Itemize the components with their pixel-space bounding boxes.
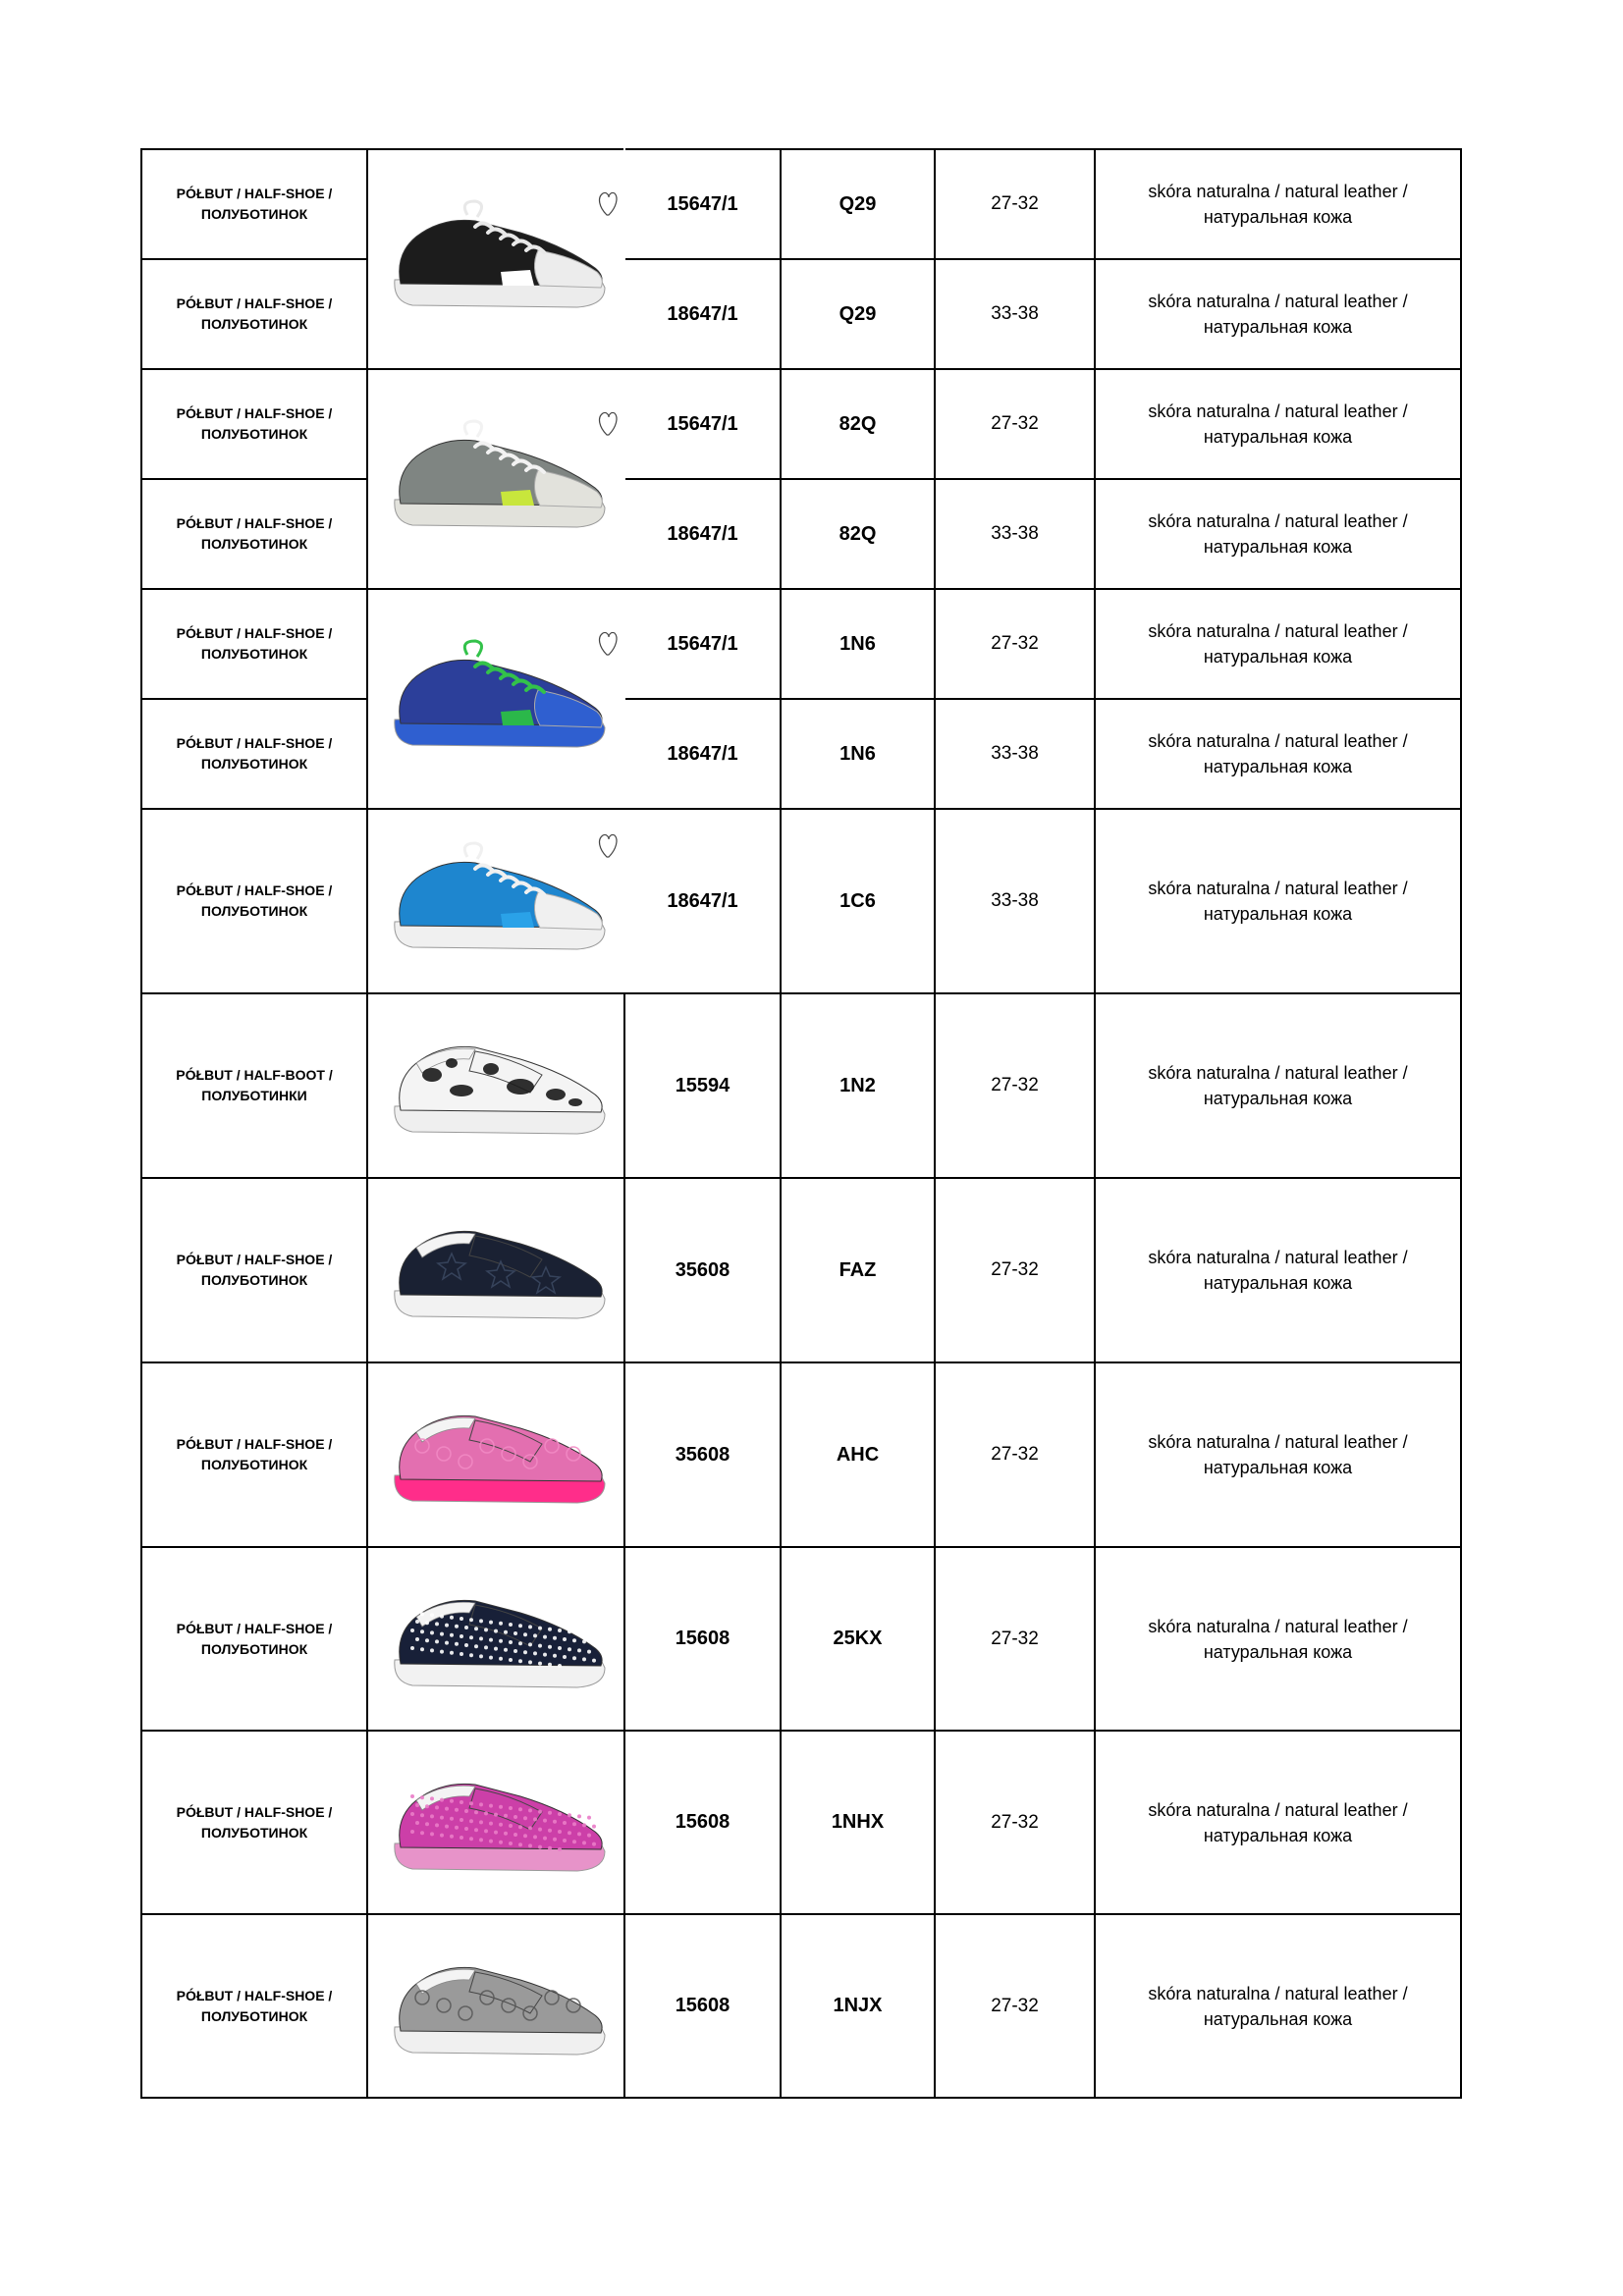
material-cell: skóra naturalna / natural leather / натуральная кожа <box>1095 809 1461 993</box>
color-code: AHC <box>781 1362 935 1547</box>
size-range: 27-32 <box>935 369 1095 479</box>
material-cell: skóra naturalna / natural leather / натуральная кожа <box>1095 259 1461 369</box>
black-lace-sneaker-icon <box>373 186 619 333</box>
model-number: 15647/1 <box>624 369 781 479</box>
table-row <box>141 259 1461 369</box>
product-type-cell: PÓŁBUT / HALF-SHOE / ПОЛУБОТИНОК <box>141 259 367 369</box>
product-type-cell: PÓŁBUT / HALF-SHOE / ПОЛУБОТИНОК <box>141 369 367 479</box>
product-table <box>140 148 1462 2099</box>
table-row <box>141 369 1461 479</box>
size-range: 27-32 <box>935 589 1095 699</box>
table-row <box>141 1731 1461 1914</box>
material-cell: skóra naturalna / natural leather / натуральная кожа <box>1095 1362 1461 1547</box>
product-photo <box>367 809 624 993</box>
product-type-cell: PÓŁBUT / HALF-SHOE / ПОЛУБОТИНОК <box>141 1547 367 1731</box>
size-range: 33-38 <box>935 809 1095 993</box>
product-photo <box>367 149 624 369</box>
size-range: 27-32 <box>935 1547 1095 1731</box>
model-number: 15608 <box>624 1547 781 1731</box>
material-cell: skóra naturalna / natural leather / натуральная кожа <box>1095 1914 1461 2098</box>
material-cell: skóra naturalna / natural leather / натуральная кожа <box>1095 369 1461 479</box>
material-cell: skóra naturalna / natural leather / натуральная кожа <box>1095 1547 1461 1731</box>
table-row <box>141 809 1461 993</box>
polka-dot-velcro-shoe-icon <box>373 1566 619 1713</box>
magenta-velcro-shoe-icon <box>373 1749 619 1896</box>
heart-icon <box>600 632 617 655</box>
product-type-cell: PÓŁBUT / HALF-SHOE / ПОЛУБОТИНОК <box>141 1731 367 1914</box>
color-code: 1NHX <box>781 1731 935 1914</box>
product-type-cell: PÓŁBUT / HALF-SHOE / ПОЛУБОТИНОК <box>141 589 367 699</box>
material-cell: skóra naturalna / natural leather / натуральная кожа <box>1095 479 1461 589</box>
navy-green-lace-sneaker-icon <box>373 625 619 773</box>
product-type-cell: PÓŁBUT / HALF-BOOT / ПОЛУБОТИНКИ <box>141 993 367 1178</box>
product-type-cell: PÓŁBUT / HALF-SHOE / ПОЛУБОТИНОК <box>141 149 367 259</box>
product-photo <box>367 589 624 809</box>
table-row <box>141 479 1461 589</box>
color-code: 1NJX <box>781 1914 935 2098</box>
product-photo <box>367 1914 624 2098</box>
blue-lace-sneaker-icon <box>373 828 619 975</box>
size-range: 27-32 <box>935 1178 1095 1362</box>
size-range: 27-32 <box>935 993 1095 1178</box>
product-photo <box>367 1362 624 1547</box>
color-code: Q29 <box>781 259 935 369</box>
table-row <box>141 1547 1461 1731</box>
material-cell: skóra naturalna / natural leather / натуральная кожа <box>1095 699 1461 809</box>
color-code: 1N6 <box>781 589 935 699</box>
color-code: FAZ <box>781 1178 935 1362</box>
table-row <box>141 1362 1461 1547</box>
navy-star-velcro-shoe-icon <box>373 1197 619 1344</box>
color-code: 82Q <box>781 369 935 479</box>
heart-icon <box>600 192 617 215</box>
grey-lace-sneaker-icon <box>373 405 619 553</box>
color-code: 1C6 <box>781 809 935 993</box>
model-number: 35608 <box>624 1362 781 1547</box>
size-range: 27-32 <box>935 1914 1095 2098</box>
material-cell: skóra naturalna / natural leather / натуральная кожа <box>1095 149 1461 259</box>
size-range: 33-38 <box>935 699 1095 809</box>
model-number: 18647/1 <box>624 809 781 993</box>
cow-print-slip-on-icon <box>373 1012 619 1159</box>
product-photo <box>367 369 624 589</box>
model-number: 15608 <box>624 1731 781 1914</box>
color-code: 1N6 <box>781 699 935 809</box>
model-number: 15594 <box>624 993 781 1178</box>
heart-icon <box>600 412 617 435</box>
model-number: 18647/1 <box>624 259 781 369</box>
table-row <box>141 589 1461 699</box>
table-row <box>141 993 1461 1178</box>
material-cell: skóra naturalna / natural leather / натуральная кожа <box>1095 1731 1461 1914</box>
material-cell: skóra naturalna / natural leather / натуральная кожа <box>1095 993 1461 1178</box>
size-range: 27-32 <box>935 1362 1095 1547</box>
color-code: 25KX <box>781 1547 935 1731</box>
size-range: 27-32 <box>935 1731 1095 1914</box>
color-code: 82Q <box>781 479 935 589</box>
pink-velcro-shoe-icon <box>373 1381 619 1528</box>
product-type-cell: PÓŁBUT / HALF-SHOE / ПОЛУБОТИНОК <box>141 479 367 589</box>
model-number: 15608 <box>624 1914 781 2098</box>
table-row <box>141 1914 1461 2098</box>
product-photo <box>367 1547 624 1731</box>
size-range: 33-38 <box>935 259 1095 369</box>
product-photo <box>367 993 624 1178</box>
product-type-cell: PÓŁBUT / HALF-SHOE / ПОЛУБОТИНОК <box>141 1914 367 2098</box>
model-number: 15647/1 <box>624 589 781 699</box>
table-row <box>141 149 1461 259</box>
size-range: 27-32 <box>935 149 1095 259</box>
product-photo <box>367 1731 624 1914</box>
heart-icon <box>600 834 617 857</box>
color-code: Q29 <box>781 149 935 259</box>
material-cell: skóra naturalna / natural leather / натуральная кожа <box>1095 1178 1461 1362</box>
table-row <box>141 1178 1461 1362</box>
color-code: 1N2 <box>781 993 935 1178</box>
table-row <box>141 699 1461 809</box>
model-number: 15647/1 <box>624 149 781 259</box>
product-photo <box>367 1178 624 1362</box>
product-type-cell: PÓŁBUT / HALF-SHOE / ПОЛУБОТИНОК <box>141 1178 367 1362</box>
model-number: 18647/1 <box>624 699 781 809</box>
model-number: 18647/1 <box>624 479 781 589</box>
model-number: 35608 <box>624 1178 781 1362</box>
grey-paisley-velcro-shoe-icon <box>373 1933 619 2080</box>
product-type-cell: PÓŁBUT / HALF-SHOE / ПОЛУБОТИНОК <box>141 1362 367 1547</box>
product-type-cell: PÓŁBUT / HALF-SHOE / ПОЛУБОТИНОК <box>141 809 367 993</box>
product-type-cell: PÓŁBUT / HALF-SHOE / ПОЛУБОТИНОК <box>141 699 367 809</box>
material-cell: skóra naturalna / natural leather / натуральная кожа <box>1095 589 1461 699</box>
size-range: 33-38 <box>935 479 1095 589</box>
